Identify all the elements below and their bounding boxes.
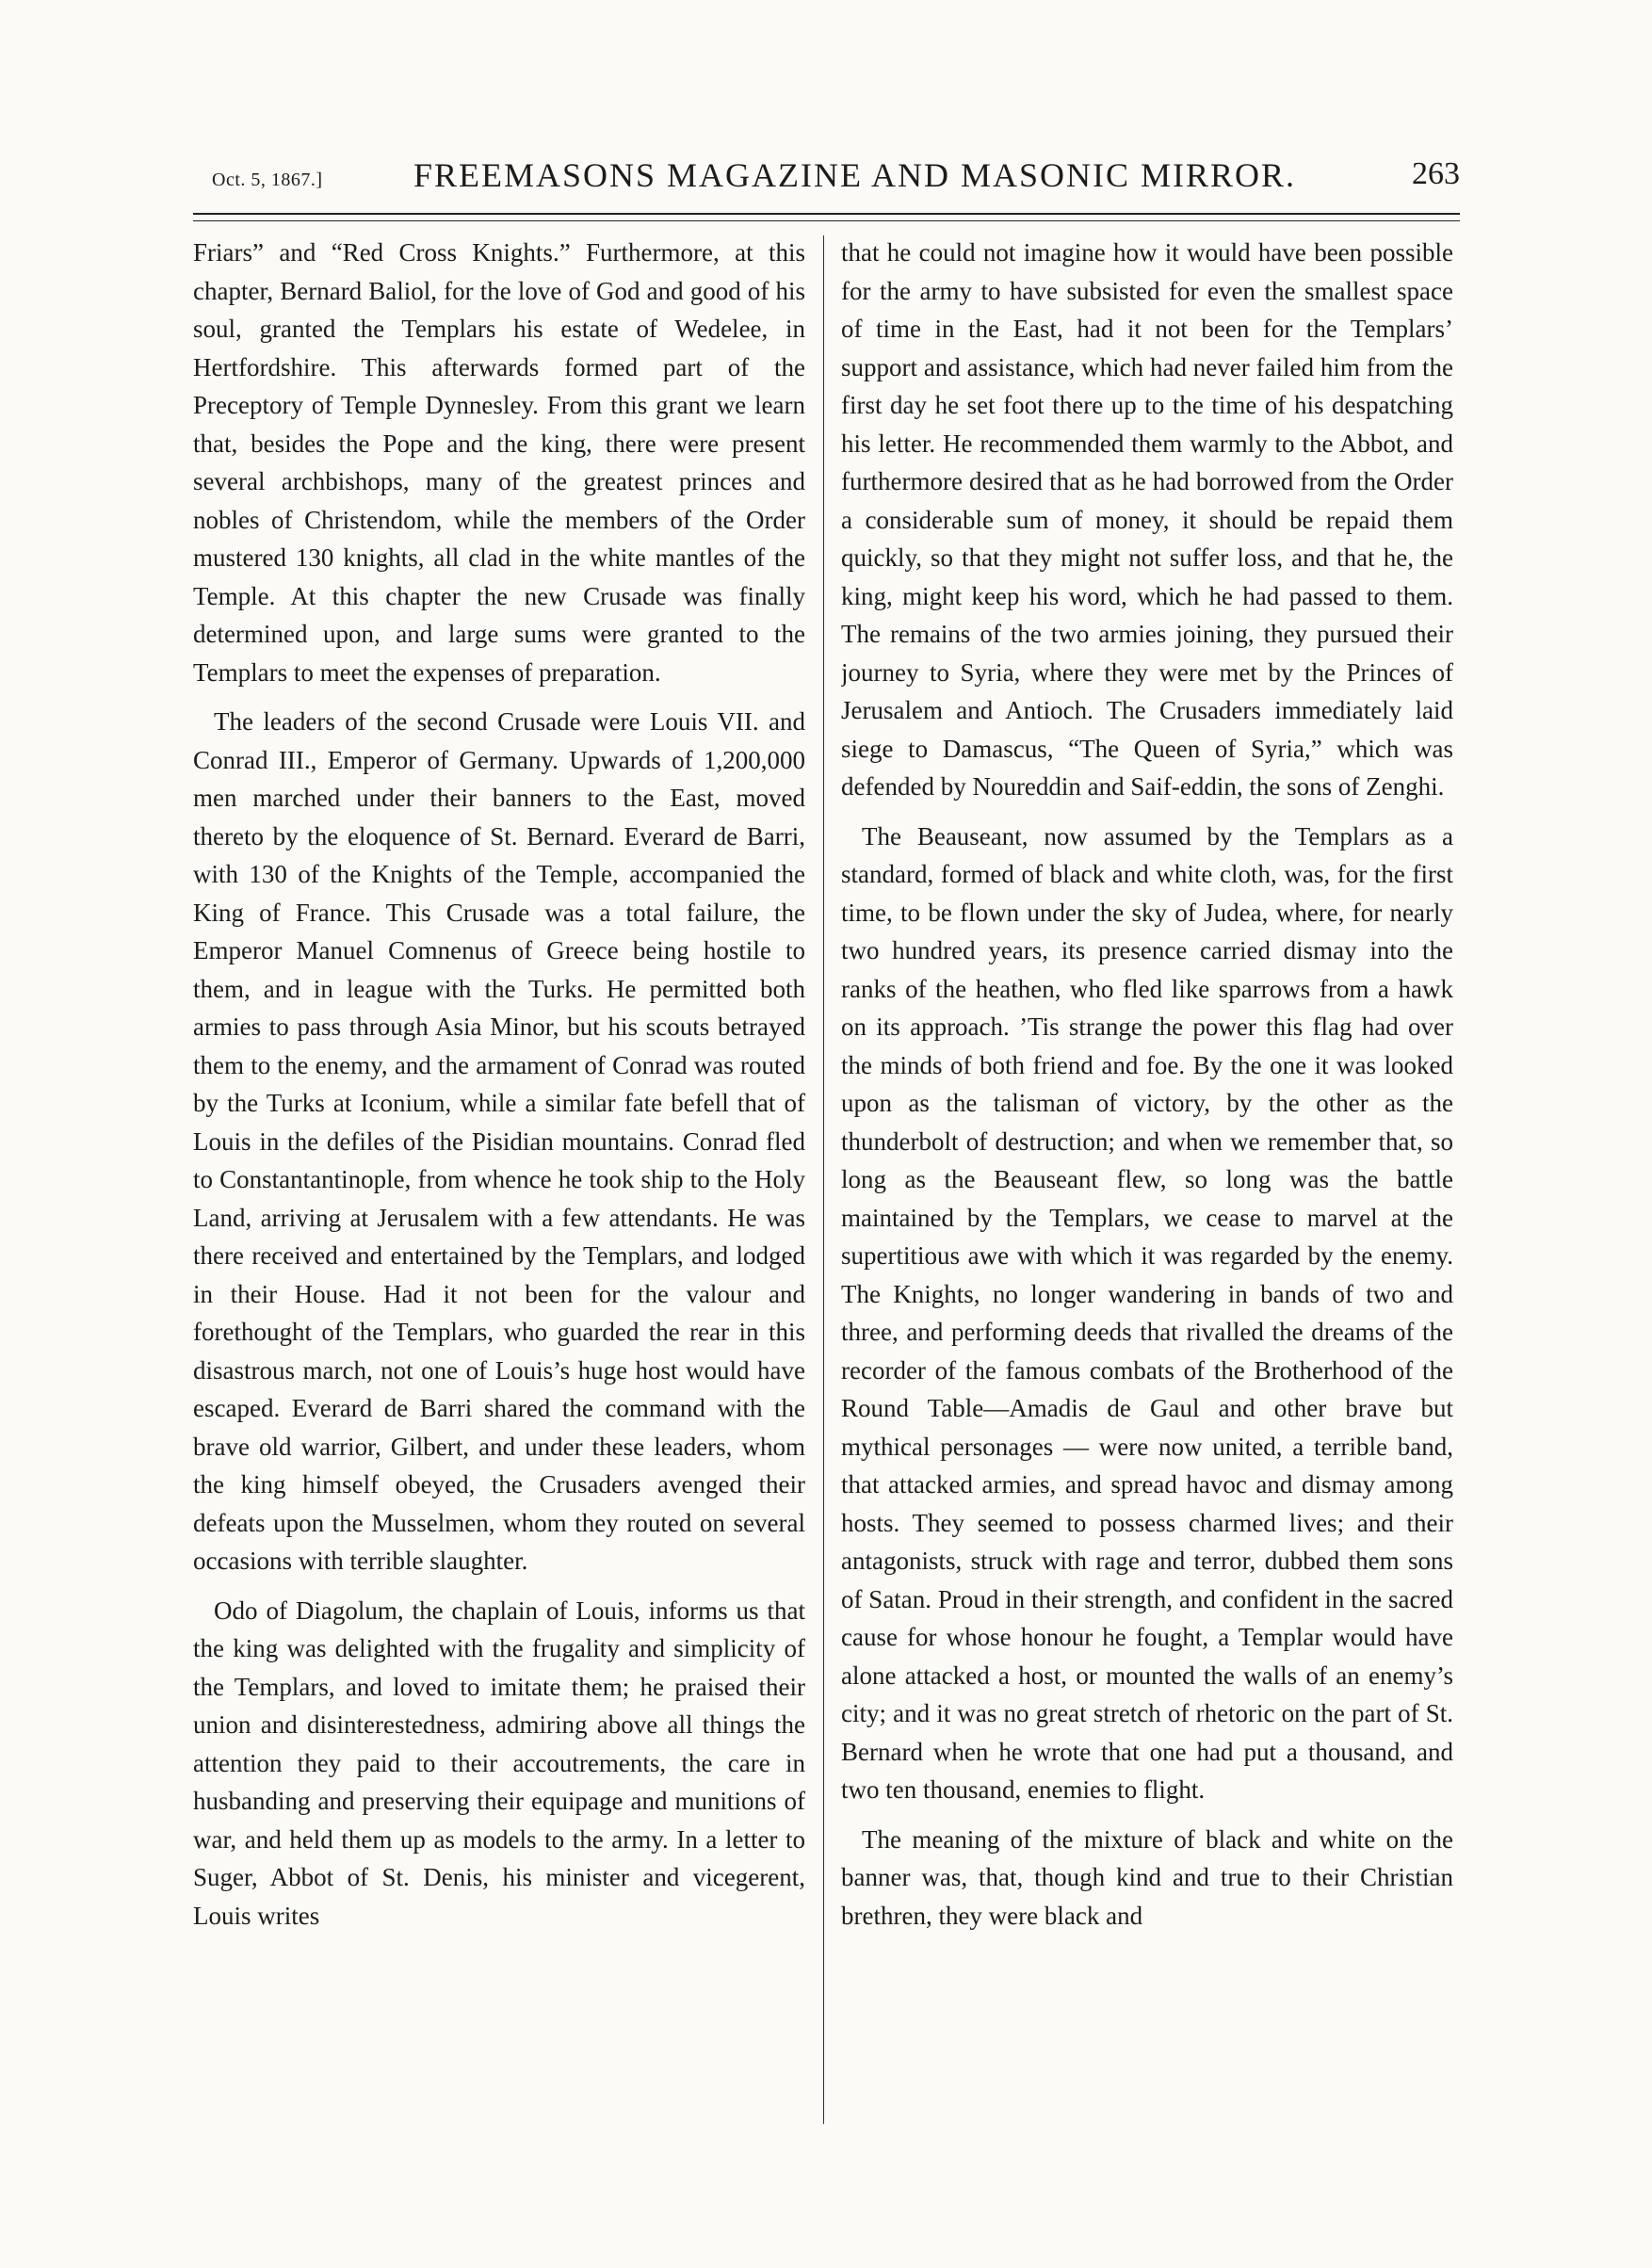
right-paragraph-2: The Beauseant, now assumed by the Templars as a standard, formed of black and white cloth, was, for the first time, to be flown under the sky of Judea, where, for nearly two hundred years, its presence carried dismay into the ranks of the heathen, who fled like sparrows from a hawk on its approach. ’Tis strange the power this flag had over the minds of both friend and foe. By the one it was looked upon as the talisman of victory, by the other as the thunderbolt of destruction; and when we remember that, so long as the Beauseant flew, so long was the battle maintained by the Templars, we cease to marvel at the supertitious awe with which it was regarded by the enemy. The Knights, no longer wandering in bands of two and three, and performing deeds that rivalled the dreams of the recorder of the famous combats of the Brotherhood of the Round Table—Amadis de Gaul and other brave but mythical personages — were now united, a terrible band, that attacked armies, and spread havoc and dismay among hosts. They seemed to possess charmed lives; and their antagonists, struck with rage and terror, dubbed them sons of Satan. Proud in their strength, and confident in the sacred cause for whose honour he fought, a Templar would have alone attacked a host, or mounted the walls of an enemy’s city; and it was no great stretch of rhetoric on the part of St. Bernard when he wrote that one had put a thousand, and two ten thousand, enemies to flight. — [841, 821, 1453, 1804]
header-rule-thin — [193, 220, 1460, 221]
right-column — [841, 234, 1453, 2136]
right-paragraph-1: that he could not imagine how it would have been possible for the army to have subsisted for even the smallest space of time in the East, had it not been for the Templars’ support and assistance, which had never failed him from the first day he set foot there up to the time of his despatching his letter. He recommended them warmly to the Abbot, and furthermore desired that as he had borrowed from the Order a considerable sum of money, it should be repaid them quickly, so that they might not suffer loss, and that he, the king, might keep his word, which he had passed to them. The remains of the two armies joining, they pursued their journey to Syria, where they were met by the Princes of Jerusalem and Antioch. The Crusaders immediately laid siege to Damascus, “The Queen of Syria,” which was defended by Noureddin and Saif-eddin, the sons of Zenghi. — [841, 238, 1453, 801]
header-rule-thick — [193, 213, 1460, 215]
right-paragraph-3: The meaning of the mixture of black and white on the banner was, that, though kind and true to their Christian brethren, they were black and — [841, 1824, 1453, 1930]
left-column — [193, 234, 805, 2136]
left-paragraph-3: Odo of Diagolum, the chaplain of Louis, informs us that the king was delighted with the frugality and simplicity of the Templars, and loved to imitate them; he praised their union and disinterestedness, admiring above all things the attention they paid to their accoutrements, the care in husbanding and preserving their equipage and munitions of war, and held them up as models to the army. In a letter to Suger, Abbot of St. Denis, his minister and vicegerent, Louis writes — [193, 1596, 805, 1930]
left-paragraph-2: The leaders of the second Crusade were Louis VII. and Conrad III., Emperor of Germany. Upwards of 1,200,000 men marched under their banners to the East, moved thereto by the eloquence of St. Bernard. Everard de Barri, with 130 of the Knights of the Temple, accompanied the King of France. This Crusade was a total failure, the Emperor Manuel Comnenus of Greece being hostile to them, and in league with the Turks. He permitted both armies to pass through Asia Minor, but his scouts betrayed them to the enemy, and the armament of Conrad was routed by the Turks at Iconium, while a similar fate befell that of Louis in the defiles of the Pisidian mountains. Conrad fled to Constantantinople, from whence he took ship to the Holy Land, arriving at Jerusalem with a few attendants. He was there received and entertained by the Templars, and lodged in their House. Had it not been for the valour and forethought of the Templars, who guarded the rear in this disastrous march, not one of Louis’s huge host would have escaped. Everard de Barri shared the command with the brave old warrior, Gilbert, and under these leaders, whom the king himself obeyed, the Crusaders avenged their defeats upon the Musselmen, whom they routed on several occasions with terrible slaughter. — [193, 707, 805, 1575]
issue-date: Oct. 5, 1867.] — [212, 170, 323, 190]
column-divider — [823, 235, 824, 2124]
running-header — [193, 151, 1460, 200]
page-number: 263 — [1412, 156, 1460, 191]
magazine-title: FREEMASONS MAGAZINE AND MASONIC MIRROR. — [413, 156, 1297, 194]
left-paragraph-1: Friars” and “Red Cross Knights.” Furthermore, at this chapter, Bernard Baliol, for the love of God and good of his soul, granted the Templars his estate of Wedelee, in Hertfordshire. This afterwards formed part of the Preceptory of Temple Dynnesley. From this grant we learn that, besides the Pope and the king, there were present several archbishops, many of the greatest princes and nobles of Christendom, while the members of the Order mustered 130 knights, all clad in the white mantles of the Temple. At this chapter the new Crusade was finally determined upon, and large sums were granted to the Templars to meet the expenses of preparation. — [193, 238, 805, 687]
